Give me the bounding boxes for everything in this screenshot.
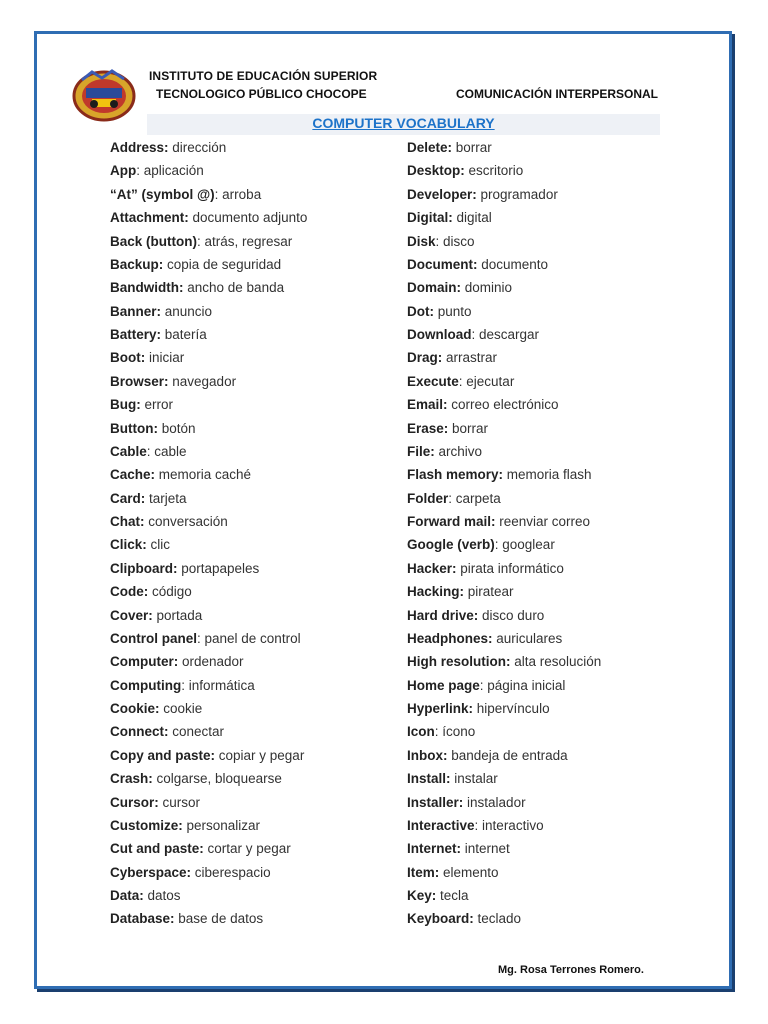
vocabulary-entry bbox=[407, 558, 601, 581]
vocabulary-entry bbox=[110, 441, 307, 464]
vocabulary-term: Erase: bbox=[407, 420, 449, 436]
vocabulary-term: Installer: bbox=[407, 794, 464, 810]
vocabulary-entry bbox=[110, 418, 307, 441]
vocabulary-term: Desktop: bbox=[407, 163, 465, 179]
vocabulary-entry bbox=[110, 394, 307, 417]
vocabulary-term: Browser: bbox=[110, 373, 169, 389]
vocabulary-definition: colgarse, bloquearse bbox=[152, 771, 282, 787]
vocabulary-definition: disco duro bbox=[478, 607, 545, 623]
vocabulary-entry bbox=[407, 745, 601, 768]
vocabulary-definition: correo electrónico bbox=[447, 397, 559, 413]
vocabulary-entry bbox=[407, 838, 601, 861]
vocabulary-entry bbox=[407, 698, 601, 721]
vocabulary-term: Install: bbox=[407, 771, 451, 787]
vocabulary-entry bbox=[407, 441, 601, 464]
vocabulary-definition: código bbox=[148, 584, 192, 600]
vocabulary-entry bbox=[407, 675, 601, 698]
vocabulary-entry bbox=[407, 347, 601, 370]
vocabulary-term: Customize: bbox=[110, 817, 183, 833]
vocabulary-definition: batería bbox=[161, 327, 207, 342]
vocabulary-entry bbox=[110, 651, 307, 674]
vocabulary-entry bbox=[110, 745, 307, 768]
vocabulary-entry bbox=[110, 137, 307, 160]
vocabulary-definition: borrar bbox=[452, 140, 492, 155]
vocabulary-definition: bandeja de entrada bbox=[447, 747, 568, 763]
vocabulary-entry bbox=[110, 347, 307, 370]
vocabulary-definition: elemento bbox=[439, 864, 499, 880]
vocabulary-definition: personalizar bbox=[182, 817, 261, 833]
vocabulary-entry bbox=[110, 815, 307, 838]
vocabulary-entry bbox=[407, 651, 601, 674]
vocabulary-term: Cable bbox=[110, 443, 147, 459]
vocabulary-definition: memoria caché bbox=[155, 467, 252, 483]
vocabulary-entry bbox=[110, 605, 307, 628]
vocabulary-definition: auriculares bbox=[492, 630, 563, 646]
vocabulary-definition: base de datos bbox=[174, 911, 264, 927]
vocabulary-entry bbox=[110, 885, 307, 908]
vocabulary-entry bbox=[110, 628, 307, 651]
vocabulary-term: Computer: bbox=[110, 654, 179, 670]
vocabulary-definition: instalador bbox=[463, 794, 526, 810]
vocabulary-definition: : cable bbox=[146, 443, 187, 459]
vocabulary-definition: piratear bbox=[464, 584, 514, 600]
vocabulary-definition: punto bbox=[434, 303, 472, 319]
vocabulary-definition: cortar y pegar bbox=[203, 841, 291, 857]
vocabulary-term: Folder bbox=[407, 490, 449, 506]
vocabulary-term: Flash memory: bbox=[407, 467, 504, 483]
vocabulary-term: App bbox=[110, 163, 137, 179]
vocabulary-definition: : disco bbox=[435, 233, 475, 249]
vocabulary-term: Data: bbox=[110, 888, 144, 903]
vocabulary-definition: reenviar correo bbox=[495, 514, 591, 529]
vocabulary-definition: instalar bbox=[450, 771, 498, 787]
vocabulary-term: Address: bbox=[110, 140, 169, 155]
vocabulary-definition: : ícono bbox=[434, 724, 476, 740]
institute-seal-icon bbox=[72, 66, 136, 122]
vocabulary-term: Domain: bbox=[407, 280, 461, 296]
vocabulary-definition: portapapeles bbox=[177, 560, 260, 576]
vocabulary-term: Copy and paste: bbox=[110, 747, 216, 763]
vocabulary-term: File: bbox=[407, 443, 435, 459]
vocabulary-entry bbox=[110, 768, 307, 791]
vocabulary-term: Headphones: bbox=[407, 630, 493, 646]
vocabulary-entry bbox=[110, 534, 307, 557]
vocabulary-entry bbox=[110, 862, 307, 885]
vocabulary-term: “At” (symbol @) bbox=[110, 186, 215, 202]
vocabulary-entry bbox=[110, 511, 307, 534]
vocabulary-term: Hacking: bbox=[407, 584, 465, 600]
vocabulary-term: Item: bbox=[407, 864, 440, 880]
vocabulary-entry bbox=[110, 207, 307, 230]
vocabulary-entry bbox=[110, 675, 307, 698]
vocabulary-entry bbox=[110, 698, 307, 721]
vocabulary-entry bbox=[110, 464, 307, 487]
vocabulary-definition: : descargar bbox=[471, 327, 540, 342]
vocabulary-definition: : informática bbox=[181, 677, 255, 693]
vocabulary-definition: cursor bbox=[158, 794, 201, 810]
vocabulary-definition: copiar y pegar bbox=[215, 747, 305, 763]
vocabulary-column-right bbox=[407, 137, 601, 932]
vocabulary-term: Inbox: bbox=[407, 747, 448, 763]
vocabulary-term: Internet: bbox=[407, 841, 461, 857]
vocabulary-entry bbox=[407, 254, 601, 277]
vocabulary-entry bbox=[110, 184, 307, 207]
vocabulary-term: Delete: bbox=[407, 140, 453, 155]
vocabulary-definition: cookie bbox=[159, 701, 203, 716]
vocabulary-entry bbox=[110, 254, 307, 277]
vocabulary-definition: arrastrar bbox=[442, 350, 498, 366]
vocabulary-definition: copia de seguridad bbox=[163, 256, 282, 272]
institute-name-line1: INSTITUTO DE EDUCACIÓN SUPERIOR bbox=[149, 69, 378, 83]
vocabulary-entry bbox=[110, 371, 307, 394]
vocabulary-definition: hipervínculo bbox=[473, 701, 550, 716]
vocabulary-term: Chat: bbox=[110, 514, 145, 529]
vocabulary-term: Battery: bbox=[110, 327, 162, 342]
vocabulary-definition: alta resolución bbox=[510, 654, 602, 670]
vocabulary-entry bbox=[110, 721, 307, 744]
vocabulary-term: Google (verb) bbox=[407, 537, 495, 553]
vocabulary-entry bbox=[407, 908, 601, 931]
vocabulary-definition: iniciar bbox=[145, 350, 185, 366]
vocabulary-term: Bug: bbox=[110, 397, 141, 413]
vocabulary-term: Hyperlink: bbox=[407, 701, 474, 716]
vocabulary-term: Backup: bbox=[110, 256, 164, 272]
vocabulary-entry bbox=[407, 721, 601, 744]
vocabulary-entry bbox=[110, 160, 307, 183]
institute-name-line2: TECNOLOGICO PÚBLICO CHOCOPE bbox=[156, 87, 367, 101]
vocabulary-entry bbox=[407, 394, 601, 417]
vocabulary-term: Connect: bbox=[110, 724, 169, 740]
vocabulary-term: Cookie: bbox=[110, 701, 160, 716]
vocabulary-definition: : aplicación bbox=[136, 163, 204, 179]
vocabulary-definition: programador bbox=[476, 186, 558, 202]
vocabulary-term: Drag: bbox=[407, 350, 443, 366]
vocabulary-definition: internet bbox=[461, 841, 510, 857]
vocabulary-definition: : interactivo bbox=[474, 817, 544, 833]
vocabulary-definition: ciberespacio bbox=[191, 864, 271, 880]
vocabulary-term: Home page bbox=[407, 677, 480, 693]
vocabulary-definition: ordenador bbox=[178, 654, 244, 670]
vocabulary-entry bbox=[407, 231, 601, 254]
vocabulary-definition: pirata informático bbox=[456, 560, 564, 576]
author-signature: Mg. Rosa Terrones Romero. bbox=[498, 964, 644, 976]
vocabulary-definition: tecla bbox=[436, 888, 469, 903]
vocabulary-entry bbox=[407, 207, 601, 230]
vocabulary-term: Clipboard: bbox=[110, 560, 178, 576]
vocabulary-entry bbox=[407, 488, 601, 511]
vocabulary-term: Card: bbox=[110, 490, 146, 506]
vocabulary-definition: conectar bbox=[168, 724, 225, 740]
vocabulary-definition: memoria flash bbox=[503, 467, 592, 483]
vocabulary-entry bbox=[407, 277, 601, 300]
vocabulary-entry bbox=[110, 324, 307, 347]
vocabulary-term: Crash: bbox=[110, 771, 153, 787]
vocabulary-entry bbox=[407, 418, 601, 441]
page-title: COMPUTER VOCABULARY bbox=[312, 115, 495, 131]
vocabulary-term: Interactive bbox=[407, 817, 475, 833]
vocabulary-entry bbox=[407, 371, 601, 394]
vocabulary-term: Download bbox=[407, 327, 472, 342]
vocabulary-definition: dominio bbox=[461, 280, 513, 296]
vocabulary-entry bbox=[407, 511, 601, 534]
vocabulary-definition: documento adjunto bbox=[188, 210, 308, 226]
vocabulary-term: Boot: bbox=[110, 350, 146, 366]
vocabulary-term: Developer: bbox=[407, 186, 477, 202]
vocabulary-entry bbox=[407, 137, 601, 160]
vocabulary-definition: archivo bbox=[434, 443, 483, 459]
vocabulary-definition: error bbox=[140, 397, 174, 413]
vocabulary-definition: portada bbox=[152, 607, 203, 623]
vocabulary-definition: : atrás, regresar bbox=[197, 233, 293, 249]
vocabulary-entry bbox=[110, 277, 307, 300]
vocabulary-entry bbox=[407, 628, 601, 651]
vocabulary-entry bbox=[110, 908, 307, 931]
vocabulary-entry bbox=[407, 324, 601, 347]
vocabulary-definition: : googlear bbox=[494, 537, 555, 553]
vocabulary-definition: escritorio bbox=[464, 163, 524, 179]
vocabulary-entry bbox=[407, 815, 601, 838]
vocabulary-term: Cover: bbox=[110, 607, 153, 623]
vocabulary-definition: anuncio bbox=[161, 303, 213, 319]
vocabulary-definition: documento bbox=[477, 256, 549, 272]
vocabulary-term: Attachment: bbox=[110, 210, 189, 226]
vocabulary-entry bbox=[407, 768, 601, 791]
vocabulary-term: Code: bbox=[110, 584, 149, 600]
vocabulary-entry bbox=[407, 885, 601, 908]
vocabulary-term: Hard drive: bbox=[407, 607, 479, 623]
vocabulary-entry bbox=[110, 488, 307, 511]
vocabulary-definition: digital bbox=[452, 210, 492, 226]
vocabulary-term: Forward mail: bbox=[407, 514, 496, 529]
vocabulary-term: High resolution: bbox=[407, 654, 511, 670]
vocabulary-definition: : panel de control bbox=[197, 630, 301, 646]
vocabulary-definition: : página inicial bbox=[479, 677, 566, 693]
vocabulary-column-left bbox=[110, 137, 307, 932]
vocabulary-definition: tarjeta bbox=[145, 490, 187, 506]
vocabulary-definition: dirección bbox=[168, 140, 227, 155]
vocabulary-term: Icon bbox=[407, 724, 435, 740]
vocabulary-term: Digital: bbox=[407, 210, 453, 226]
course-name: COMUNICACIÓN INTERPERSONAL bbox=[456, 87, 659, 101]
vocabulary-term: Click: bbox=[110, 537, 147, 553]
vocabulary-entry bbox=[407, 792, 601, 815]
vocabulary-entry bbox=[407, 605, 601, 628]
vocabulary-definition: : carpeta bbox=[448, 490, 501, 506]
vocabulary-term: Document: bbox=[407, 256, 478, 272]
vocabulary-term: Disk bbox=[407, 233, 436, 249]
vocabulary-term: Cache: bbox=[110, 467, 156, 483]
vocabulary-entry bbox=[407, 160, 601, 183]
vocabulary-term: Key: bbox=[407, 888, 437, 903]
vocabulary-entry bbox=[110, 231, 307, 254]
vocabulary-term: Cyberspace: bbox=[110, 864, 192, 880]
vocabulary-definition: teclado bbox=[473, 911, 522, 927]
vocabulary-term: Button: bbox=[110, 420, 158, 436]
vocabulary-entry bbox=[407, 862, 601, 885]
vocabulary-entry bbox=[407, 464, 601, 487]
vocabulary-term: Execute bbox=[407, 373, 459, 389]
vocabulary-entry bbox=[110, 581, 307, 604]
vocabulary-entry bbox=[407, 301, 601, 324]
vocabulary-entry bbox=[110, 838, 307, 861]
vocabulary-term: Keyboard: bbox=[407, 911, 474, 927]
vocabulary-definition: : arroba bbox=[214, 186, 262, 202]
vocabulary-definition: botón bbox=[157, 420, 196, 436]
vocabulary-term: Dot: bbox=[407, 303, 434, 319]
vocabulary-term: Cursor: bbox=[110, 794, 159, 810]
vocabulary-entry bbox=[407, 534, 601, 557]
vocabulary-definition: clic bbox=[146, 537, 171, 553]
vocabulary-definition: navegador bbox=[168, 373, 237, 389]
vocabulary-term: Cut and paste: bbox=[110, 841, 204, 857]
vocabulary-term: Hacker: bbox=[407, 560, 457, 576]
vocabulary-entry bbox=[407, 184, 601, 207]
vocabulary-term: Database: bbox=[110, 911, 175, 927]
vocabulary-definition: datos bbox=[143, 888, 181, 903]
vocabulary-entry bbox=[110, 301, 307, 324]
vocabulary-term: Back (button) bbox=[110, 233, 197, 249]
vocabulary-term: Computing bbox=[110, 677, 182, 693]
vocabulary-term: Control panel bbox=[110, 630, 197, 646]
vocabulary-definition: borrar bbox=[448, 420, 489, 436]
vocabulary-entry bbox=[110, 792, 307, 815]
vocabulary-definition: : ejecutar bbox=[458, 373, 515, 389]
vocabulary-definition: ancho de banda bbox=[183, 280, 285, 296]
vocabulary-entry bbox=[407, 581, 601, 604]
vocabulary-term: Banner: bbox=[110, 303, 162, 319]
vocabulary-term: Email: bbox=[407, 397, 448, 413]
vocabulary-entry bbox=[110, 558, 307, 581]
vocabulary-definition: conversación bbox=[144, 514, 228, 529]
vocabulary-term: Bandwidth: bbox=[110, 280, 184, 296]
